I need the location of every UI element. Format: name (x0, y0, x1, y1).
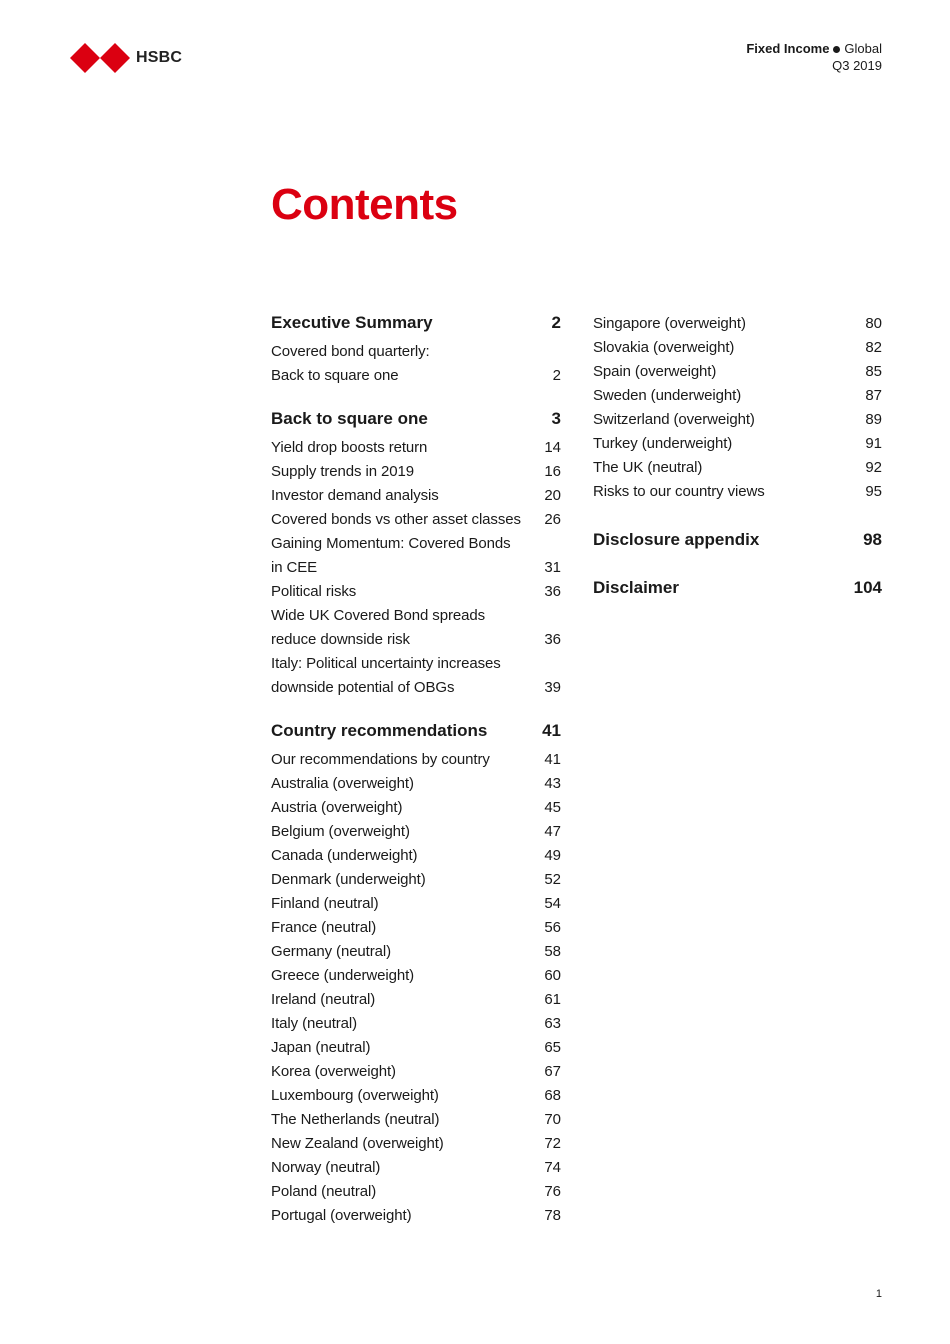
toc-entry-title: Switzerland (overweight) (593, 411, 755, 428)
toc-entry-title: The Netherlands (neutral) (271, 1111, 440, 1128)
toc-entry-page: 14 (544, 439, 561, 456)
toc-entry-title: Turkey (underweight) (593, 435, 733, 452)
toc-entry-page: 47 (544, 823, 561, 840)
toc-entry[interactable] (271, 892, 561, 916)
toc-entry[interactable] (593, 432, 882, 456)
toc-entry-page: 16 (544, 463, 561, 480)
toc-entry-title: Luxembourg (overweight) (271, 1087, 439, 1104)
toc-entry-page: 26 (544, 511, 561, 528)
toc-entry[interactable] (593, 384, 882, 408)
toc-entry[interactable] (271, 964, 561, 988)
toc-entry-title: Canada (underweight) (271, 847, 418, 864)
toc-section-page: 104 (853, 578, 882, 597)
toc-section (593, 528, 882, 552)
report-header (746, 40, 882, 74)
toc-entry-title: Gaining Momentum: Covered Bonds in CEE (271, 535, 511, 576)
toc-entry-page: 41 (544, 751, 561, 768)
report-region: Global (844, 41, 882, 56)
toc-section-heading[interactable] (593, 528, 882, 552)
toc-section-title: Country recommendations (271, 721, 488, 740)
toc-entry-page: 60 (544, 967, 561, 984)
toc-entry-page: 68 (544, 1087, 561, 1104)
brand-name: HSBC (136, 49, 183, 66)
toc-entry[interactable] (271, 988, 561, 1012)
toc-entry-title: Ireland (neutral) (271, 991, 376, 1008)
toc-right-column (593, 311, 882, 624)
toc-entry-page: 78 (544, 1207, 561, 1224)
toc-section (593, 312, 882, 504)
toc-entry-page: 56 (544, 919, 561, 936)
toc-entry[interactable] (593, 360, 882, 384)
toc-entry[interactable] (271, 484, 561, 508)
toc-entry-title: Risks to our country views (593, 483, 765, 500)
toc-section-page: 41 (542, 721, 561, 740)
toc-entry-title: Australia (overweight) (271, 775, 414, 792)
toc-entry[interactable] (271, 796, 561, 820)
toc-entry-title: Austria (overweight) (271, 799, 403, 816)
toc-entry[interactable] (271, 1132, 561, 1156)
toc-entry-title: Covered bonds vs other asset classes (271, 511, 521, 528)
toc-section (271, 719, 561, 1228)
toc-section (271, 311, 561, 388)
toc-entry[interactable] (271, 652, 561, 700)
page-number: 1 (875, 1288, 882, 1300)
toc-entry-title: Wide UK Covered Bond spreads reduce downside risk (271, 607, 485, 648)
toc-section-title: Back to square one (271, 409, 428, 428)
toc-entry-title: Greece (underweight) (271, 967, 415, 984)
toc-entry-page: 76 (544, 1183, 561, 1200)
toc-entry-page: 72 (544, 1135, 561, 1152)
toc-entry-page: 36 (544, 583, 561, 600)
toc-entry-page: 92 (865, 459, 882, 476)
toc-entry-title: Norway (neutral) (271, 1159, 381, 1176)
toc-entry[interactable] (271, 916, 561, 940)
toc-entry[interactable] (271, 340, 561, 388)
toc-entry[interactable] (593, 336, 882, 360)
toc-entry-page: 87 (865, 387, 882, 404)
toc-section (593, 576, 882, 600)
toc-entry[interactable] (271, 820, 561, 844)
bullet-icon (833, 46, 840, 53)
toc-entry-page: 52 (544, 871, 561, 888)
toc-entry[interactable] (271, 940, 561, 964)
toc-section-page: 3 (551, 409, 561, 428)
toc-entry-page: 70 (544, 1111, 561, 1128)
toc-entry-title: Investor demand analysis (271, 487, 439, 504)
toc-entry-page: 54 (544, 895, 561, 912)
toc-section-title: Disclosure appendix (593, 530, 760, 549)
toc-section-heading[interactable] (593, 576, 882, 600)
toc-entry[interactable] (271, 1156, 561, 1180)
toc-entry-page: 58 (544, 943, 561, 960)
toc-entry[interactable] (271, 1012, 561, 1036)
report-category: Fixed Income (746, 41, 830, 56)
toc-entry-title: Yield drop boosts return (271, 439, 428, 456)
toc-entry-page: 74 (544, 1159, 561, 1176)
toc-entry-page: 36 (544, 631, 561, 648)
hsbc-logo (70, 43, 182, 73)
toc-entry-page: 89 (865, 411, 882, 428)
toc-entry-title: Singapore (overweight) (593, 315, 746, 332)
toc-entry[interactable] (271, 868, 561, 892)
toc-entry[interactable] (271, 436, 561, 460)
toc-entry-title: Denmark (underweight) (271, 871, 426, 888)
toc-section-title: Executive Summary (271, 313, 433, 332)
toc-entry-title: Germany (neutral) (271, 943, 392, 960)
toc-entry[interactable] (271, 1084, 561, 1108)
toc-entry[interactable] (271, 580, 561, 604)
toc-entry-page: 95 (865, 483, 882, 500)
toc-entry[interactable] (271, 1180, 561, 1204)
toc-entry[interactable] (593, 312, 882, 336)
toc-entry[interactable] (593, 456, 882, 480)
toc-entry[interactable] (271, 604, 561, 652)
toc-entry-title: Covered bond quarterly: Back to square one (271, 343, 430, 384)
toc-entry-page: 82 (865, 339, 882, 356)
toc-left-column (271, 311, 561, 1247)
toc-section-page: 98 (863, 530, 882, 549)
toc-entry-page: 49 (544, 847, 561, 864)
toc-entry[interactable] (271, 1204, 561, 1228)
toc-section-title: Disclaimer (593, 578, 679, 597)
toc-entry-title: Political risks (271, 583, 357, 600)
toc-section (271, 407, 561, 700)
report-category-line (746, 40, 882, 57)
toc-entry-page: 91 (865, 435, 882, 452)
toc-entry-page: 39 (544, 679, 561, 696)
toc-entry-title: Italy (neutral) (271, 1015, 358, 1032)
toc-entry-page: 63 (544, 1015, 561, 1032)
toc-entry[interactable] (271, 508, 561, 532)
toc-entry-title: France (neutral) (271, 919, 377, 936)
toc-section-heading[interactable] (271, 407, 561, 431)
report-period: Q3 2019 (832, 58, 882, 73)
toc-entry-title: Sweden (underweight) (593, 387, 742, 404)
toc-entry-title: Slovakia (overweight) (593, 339, 735, 356)
toc-entry-title: Poland (neutral) (271, 1183, 377, 1200)
toc-entry[interactable] (271, 1060, 561, 1084)
toc-section-heading[interactable] (271, 719, 561, 743)
toc-entry-page: 65 (544, 1039, 561, 1056)
hsbc-hexagon-icon (70, 43, 130, 73)
toc-entry-page: 61 (544, 991, 561, 1008)
toc-entry[interactable] (271, 532, 561, 580)
toc-entry-page: 31 (544, 559, 561, 576)
toc-section-heading[interactable] (271, 311, 561, 335)
toc-entry-title: Our recommendations by country (271, 751, 490, 768)
toc-entry[interactable] (271, 460, 561, 484)
toc-entry-page: 85 (865, 363, 882, 380)
toc-entry-title: Korea (overweight) (271, 1063, 396, 1080)
toc-entry-title: New Zealand (overweight) (271, 1135, 444, 1152)
toc-entry[interactable] (271, 772, 561, 796)
toc-entry[interactable] (271, 748, 561, 772)
toc-entry[interactable] (271, 844, 561, 868)
toc-entry-page: 2 (552, 367, 561, 384)
toc-entry-page: 45 (544, 799, 561, 816)
toc-entry-page: 67 (544, 1063, 561, 1080)
page-title: Contents (271, 180, 458, 229)
toc-entry[interactable] (271, 1036, 561, 1060)
toc-entry-title: Supply trends in 2019 (271, 463, 415, 480)
toc-entry-title: Spain (overweight) (593, 363, 717, 380)
toc-entry-title: Finland (neutral) (271, 895, 379, 912)
toc-entry[interactable] (593, 480, 882, 504)
toc-entry-title: Belgium (overweight) (271, 823, 410, 840)
toc-entry-title: Japan (neutral) (271, 1039, 371, 1056)
toc-entry[interactable] (271, 1108, 561, 1132)
toc-entry-title: The UK (neutral) (593, 459, 703, 476)
toc-entry-page: 80 (865, 315, 882, 332)
toc-entry[interactable] (593, 408, 882, 432)
toc-entry-page: 20 (544, 487, 561, 504)
toc-entry-page: 43 (544, 775, 561, 792)
toc-section-page: 2 (551, 313, 561, 332)
toc-entry-title: Portugal (overweight) (271, 1207, 412, 1224)
toc-entry-title: Italy: Political uncertainty increases downside potential of OBGs (271, 655, 501, 696)
